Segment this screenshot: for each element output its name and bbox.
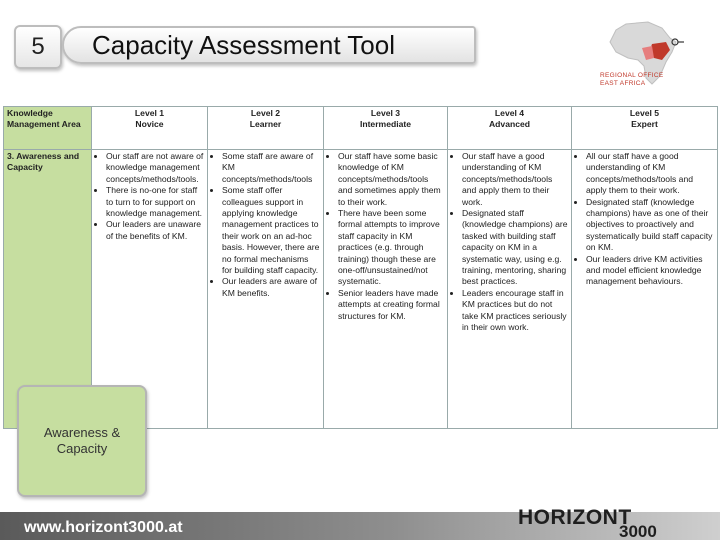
footer-brand-logo: HORIZONT — [518, 506, 632, 529]
list-item: • Our staff are not aware of knowledge management concepts/methods/tools. — [106, 151, 204, 185]
slide-number: 5 — [14, 25, 62, 69]
list-item: • Our staff have some basic knowledge of KM concepts/methods/tools and sometimes apply them to their work. — [338, 151, 444, 208]
level-header — [92, 107, 208, 150]
logo-caption-line2: EAST AFRICA — [600, 80, 646, 87]
table-header-row — [4, 107, 718, 150]
list-item: • Designated staff (knowledge champions) are tasked with building staff capacity on KM in a systematic way, using e.g. training, mentoring, sharing best practices. — [462, 208, 568, 288]
level-name: Advanced — [488, 119, 531, 130]
list-item: • Senior leaders have made attempts at creating formal structures for KM. — [338, 288, 444, 322]
logo-caption — [600, 72, 700, 88]
level-label: Level 1 — [134, 108, 165, 118]
area-header: Knowledge Management Area — [4, 107, 92, 150]
level-name: Novice — [135, 119, 164, 130]
level-cell — [448, 150, 572, 429]
list-item: • There is no-one for staff to turn to for support on knowledge management. — [106, 185, 204, 219]
list-item: • Some staff offer colleagues support in applying knowledge management practices to their work on an ad-hoc basis. However, there are no formal mechanisms for building staff capacity. — [222, 185, 320, 276]
level-label: Level 4 — [494, 108, 525, 118]
level-cell — [324, 150, 448, 429]
level-header — [448, 107, 572, 150]
level-label: Level 2 — [250, 108, 281, 118]
list-item: • Leaders encourage staff in KM practices but do not take KM practices seriously in their own work. — [462, 288, 568, 334]
capacity-assessment-table — [3, 106, 718, 429]
area-row-label: 3. Awareness and Capacity — [4, 150, 92, 429]
level-name: Expert — [631, 119, 658, 130]
level-cell — [208, 150, 324, 429]
list-item: • All our staff have a good understanding of KM concepts/methods/tools and apply them to their work. — [586, 151, 714, 197]
slide-title — [62, 26, 476, 64]
level-cell — [572, 150, 718, 429]
list-item: • Some staff are aware of KM concepts/methods/tools — [222, 151, 320, 185]
list-item: • Our leaders are aware of KM benefits. — [222, 276, 320, 299]
list-item: • There have been some formal attempts to improve staff capacity in KM practices (e.g. through training) though these are one-off/unsustained/not systematic. — [338, 208, 444, 288]
level-header — [572, 107, 718, 150]
level-label: Level 5 — [629, 108, 660, 118]
footer-url-link[interactable]: www.horizont3000.at — [24, 519, 183, 536]
level-header — [324, 107, 448, 150]
list-item: • Our leaders drive KM activities and model efficient knowledge management behaviours. — [586, 254, 714, 288]
list-item: • Our leaders are unaware of the benefits of KM. — [106, 219, 204, 242]
footer-brand-number: 3000 — [619, 522, 657, 541]
logo-caption-line1: REGIONAL OFFICE — [600, 72, 664, 79]
slide-title-text: Capacity Assessment Tool — [92, 29, 395, 60]
level-label: Level 3 — [370, 108, 401, 118]
callout-line1: Awareness & — [43, 425, 121, 440]
level-name: Learner — [249, 119, 282, 130]
list-item: • Designated staff (knowledge champions) have as one of their objectives to proactively and systematically build staff capacity on KM. — [586, 197, 714, 254]
level-name: Intermediate — [359, 119, 412, 130]
list-item: • Our staff have a good understanding of KM concepts/methods/tools and apply them to their work. — [462, 151, 568, 208]
callout-line2: Capacity — [56, 441, 108, 456]
awareness-capacity-callout — [17, 385, 147, 497]
level-header — [208, 107, 324, 150]
